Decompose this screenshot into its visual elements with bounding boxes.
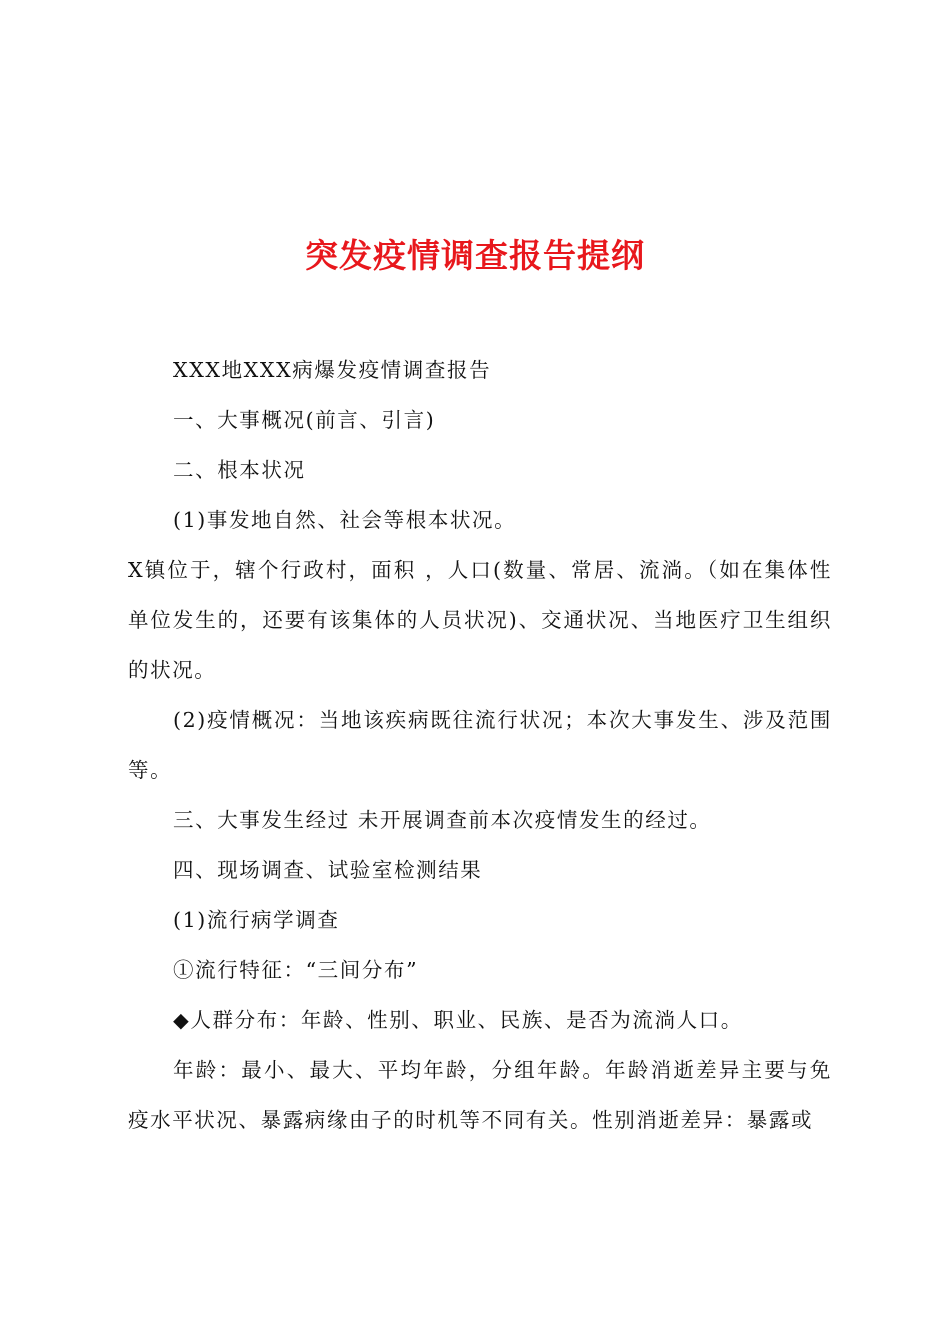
document-title: 突发疫情调查报告提纲 — [305, 236, 645, 276]
subsection-4-1: (1)流行病学调查 — [173, 908, 340, 932]
epidemic-features-item: ①流行特征：“三间分布” — [173, 958, 419, 982]
section-4-heading: 四、现场调查、试验室检测结果 — [173, 858, 483, 882]
subsection-2-2: (2)疫情概况：当地该疾病既往流行状况；本次大事发生、涉及范围等。 — [128, 708, 832, 782]
section-2-heading: 二、根本状况 — [173, 458, 306, 482]
age-gender-paragraph: 年龄：最小、最大、平均年龄，分组年龄。年龄消逝差异主要与免疫水平状况、暴露病缘由子的时机等不同有关。性别消逝差异：暴露或 — [128, 1058, 832, 1132]
section-1-heading: 一、大事概况(前言、引言) — [173, 408, 436, 432]
town-description-paragraph: X镇位于，辖个行政村，面积 ，人口(数量、常居、流淌。（如在集体性单位发生的，还要有该集体的人员状况)、交通状况、当地医疗卫生组织的状况。 — [128, 558, 832, 682]
document-body — [128, 345, 832, 1145]
population-distribution-item: ◆人群分布：年龄、性别、职业、民族、是否为流淌人口。 — [173, 1008, 743, 1032]
section-3-heading: 三、大事发生经过 未开展调查前本次疫情发生的经过。 — [173, 808, 712, 832]
subsection-2-1: (1)事发地自然、社会等根本状况。 — [173, 508, 517, 532]
report-heading: XXX地XXX病爆发疫情调查报告 — [173, 358, 492, 382]
